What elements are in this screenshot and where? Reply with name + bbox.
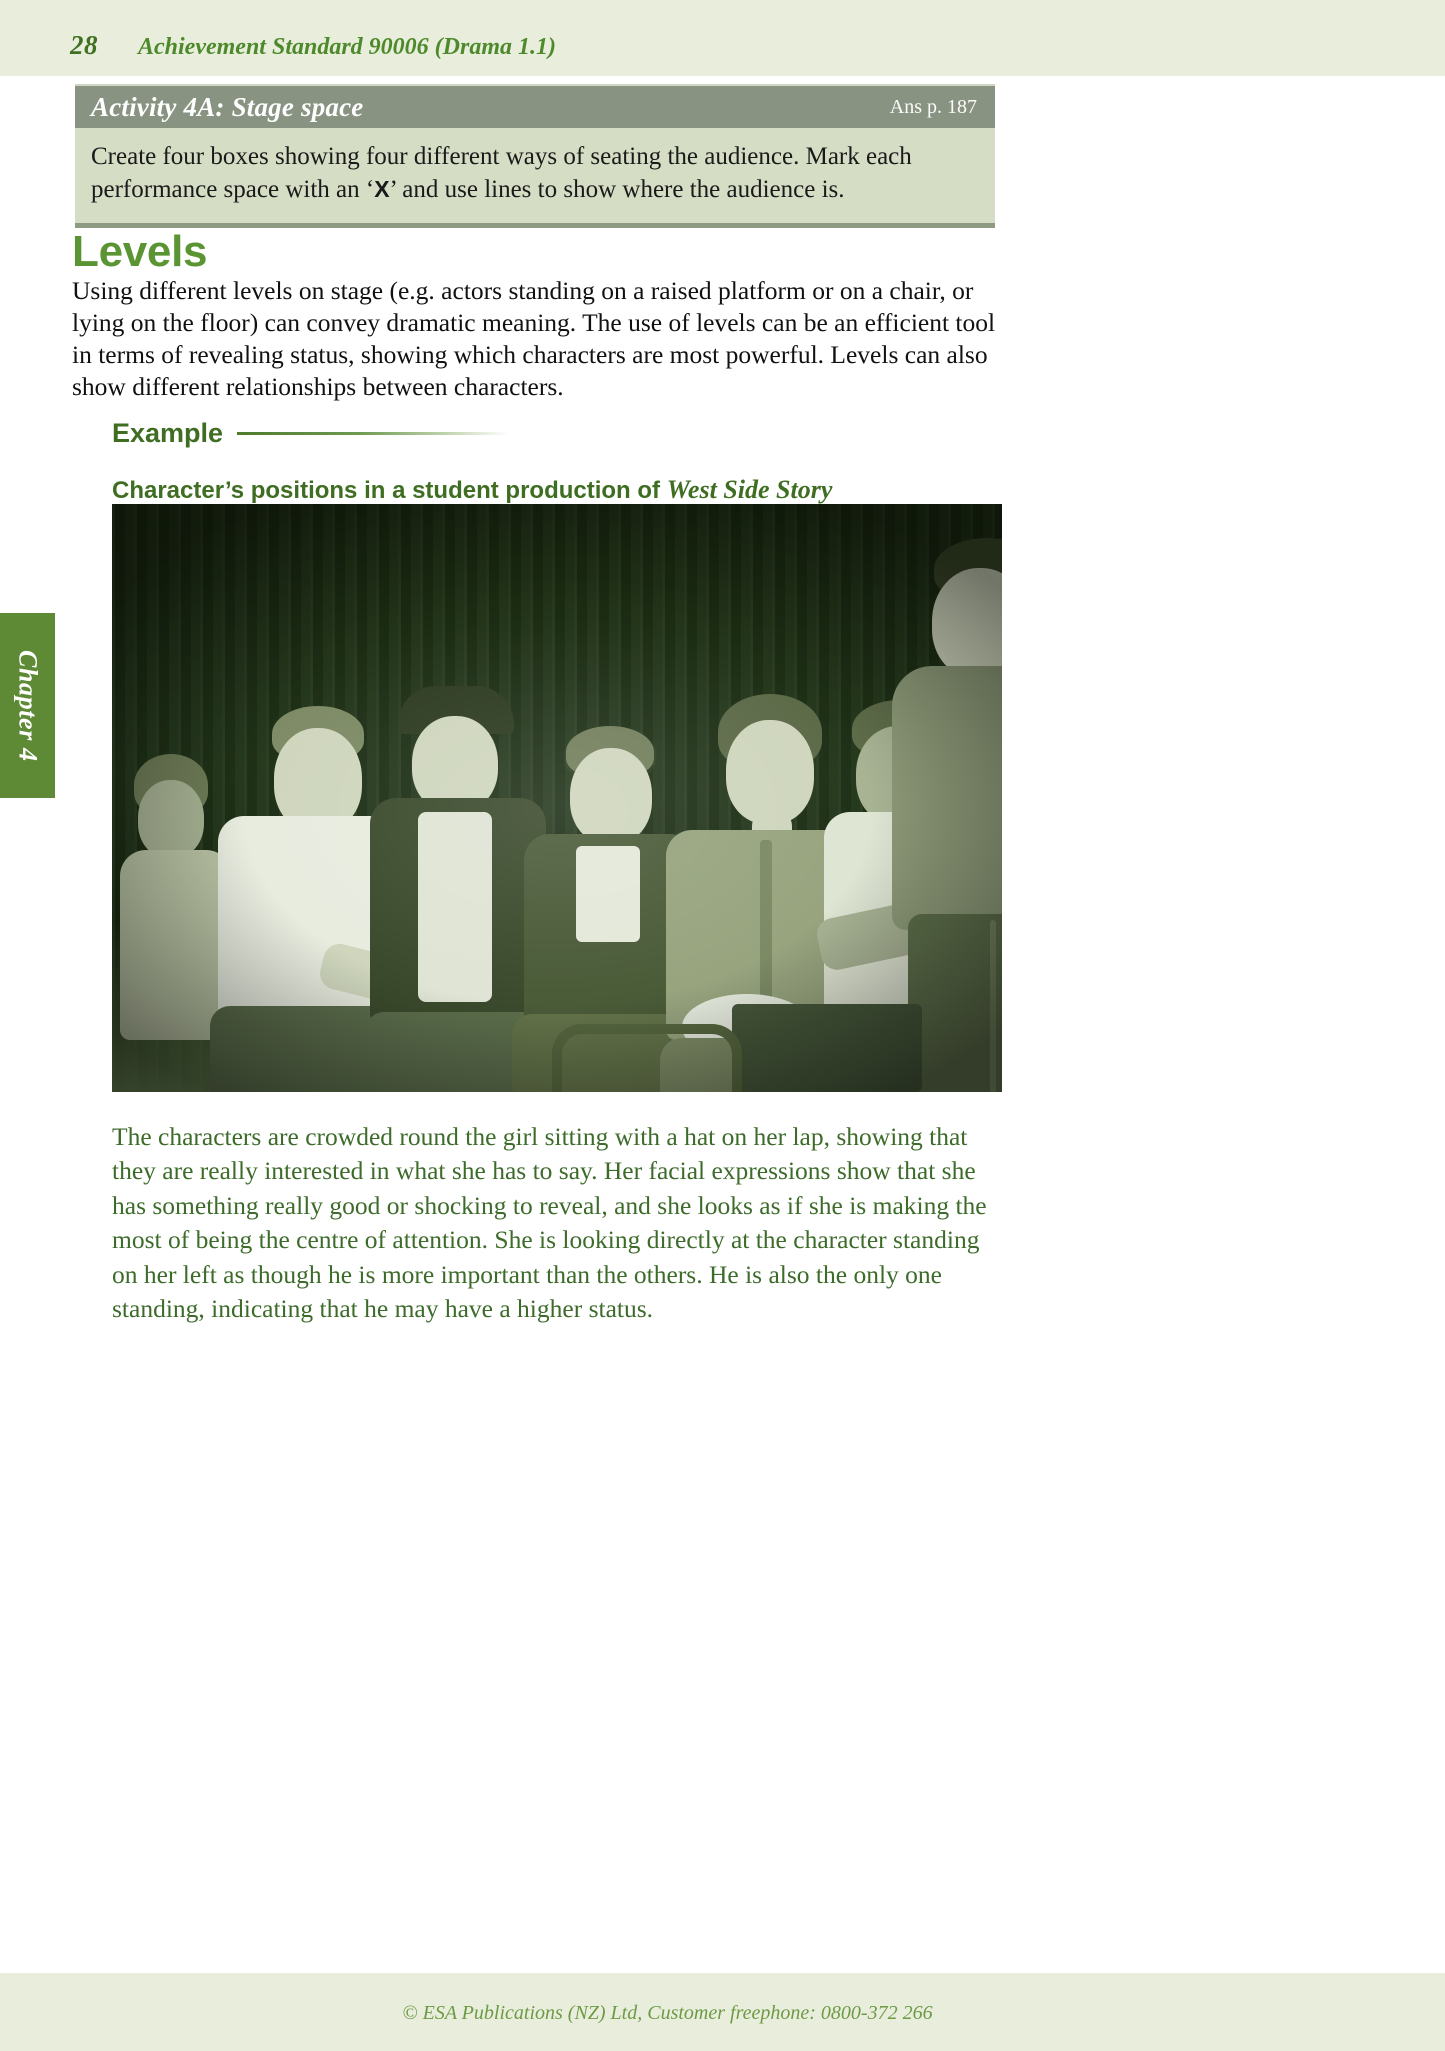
activity-title: Activity 4A: Stage space xyxy=(91,91,364,122)
activity-instruction xyxy=(75,128,995,228)
section-intro xyxy=(72,275,1000,404)
example-block xyxy=(112,418,1002,505)
photo-vignette xyxy=(112,504,1002,1092)
photo-analysis-text xyxy=(112,1120,1004,1327)
analysis-paragraph: The characters are crowded round the girl sitting with a hat on her lap, showing that they are really interested in what she has to say. Her facial expressions show that she has something really good or shocking to reveal, and she looks as if she is making the most of being the centre of attention. She is looking directly at the character standing on her left as though he is more important than the others. He is also the only one standing, indicating that he may have a higher status. xyxy=(112,1122,987,1324)
activity-answer-reference: Ans p. 187 xyxy=(889,95,977,118)
running-head xyxy=(70,30,556,61)
example-caption-lead: Character’s positions in a student production of xyxy=(112,477,667,504)
activity-instruction-part2: ’ and use lines to show where the audience is. xyxy=(389,176,845,204)
example-divider-rule xyxy=(237,432,509,435)
chapter-side-tab xyxy=(0,613,55,798)
stage-photograph xyxy=(112,504,1002,1092)
activity-header xyxy=(75,84,995,128)
chapter-tab-label: Chapter 4 xyxy=(13,649,43,762)
activity-box xyxy=(75,84,995,228)
page-number: 28 xyxy=(70,30,98,60)
section-heading: Levels xyxy=(72,227,208,276)
example-header xyxy=(112,418,1002,449)
example-label: Example xyxy=(112,418,224,448)
section-intro-text: Using different levels on stage (e.g. actors standing on a raised platform or on a chair, or lying on the floor) can convey dramatic meaning. The use of levels can be an efficient tool in terms of revealing status, showing which characters are most powerful. Levels can also show different relationships between characters. xyxy=(72,276,996,402)
running-title: Achievement Standard 90006 (Drama 1.1) xyxy=(138,34,556,60)
activity-instruction-mark: X xyxy=(374,176,390,203)
copyright-line: © ESA Publications (NZ) Ltd, Customer freephone: 0800-372 266 xyxy=(402,2002,933,2024)
example-caption xyxy=(112,475,1002,505)
activity-instruction-part1: Create four boxes showing four different ways of seating the audience. Mark each performance space with an ‘ xyxy=(91,143,912,204)
example-caption-title: West Side Story xyxy=(666,475,833,504)
page-footer xyxy=(0,2002,1445,2025)
